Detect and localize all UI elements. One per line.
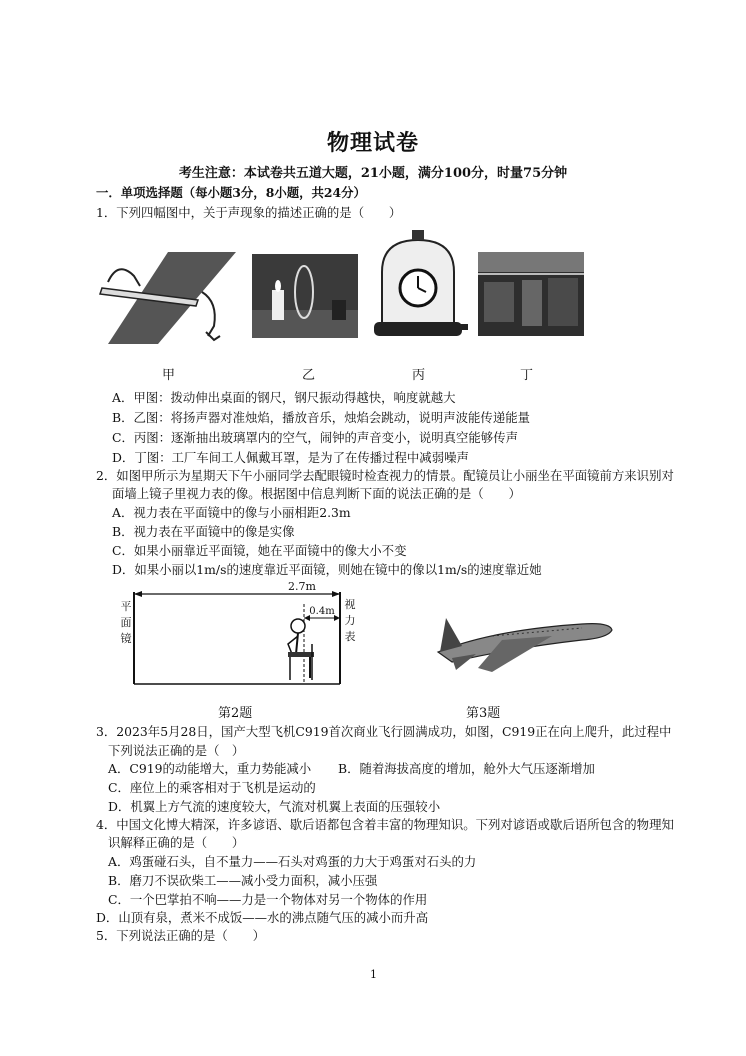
fig-label-ding: 丁 [520, 368, 534, 383]
q3-option-a: A．C919的动能增大，重力势能减小 [108, 761, 312, 776]
exam-notice: 考生注意：本试卷共五道大题，21小题，满分100分，时量75分钟 [178, 166, 568, 181]
q4-option-a: A．鸡蛋碰石头，自不量力——石头对鸡蛋的力大于鸡蛋对石头的力 [108, 854, 477, 869]
mirror-label-2: 面 [120, 616, 132, 629]
fig-ding-factory-image [478, 252, 584, 336]
chart-label-3: 表 [344, 630, 356, 643]
q4-stem-line2: 识解释正确的是（ ） [108, 835, 245, 850]
q4-option-b: B．磨刀不误砍柴工——减小受力面积，减小压强 [108, 873, 378, 888]
fig-label-jia: 甲 [162, 368, 176, 383]
mirror-label-1: 平 [120, 600, 132, 613]
fig-label-yi: 乙 [302, 368, 316, 383]
q3-stem-line1: 3．2023年5月28日，国产大型飞机C919首次商业飞行圆满成功，如图，C919正在向上爬升，此过程中 [96, 724, 672, 739]
q5-stem: 5．下列说法正确的是（ ） [96, 928, 265, 943]
q3-stem-line2: 下列说法正确的是（ ） [108, 743, 245, 758]
q1-option-b: B．乙图：将扬声器对准烛焰，播放音乐，烛焰会跳动，说明声波能传递能量 [112, 410, 530, 425]
fig-label-bing: 丙 [412, 368, 426, 383]
page-number: 1 [370, 968, 377, 981]
section-heading: 一．单项选择题（每小题3分，8小题，共24分） [96, 185, 366, 200]
fig2-caption: 第2题 [218, 706, 253, 721]
q3-option-c: C．座位上的乘客相对于飞机是运动的 [108, 780, 316, 795]
fig-bing-belljar-image [368, 226, 468, 344]
page-title: 物理试卷 [326, 130, 419, 156]
q4-option-c: C．一个巴掌拍不响——力是一个物体对另一个物体的作用 [108, 892, 428, 907]
q3-option-d: D．机翼上方气流的速度较大，气流对机翼上表面的压强较小 [108, 799, 441, 814]
q1-option-c: C．丙图：逐渐抽出玻璃罩内的空气，闹钟的声音变小，说明真空能够传声 [112, 430, 518, 445]
chart-label-1: 视 [344, 598, 356, 611]
q2-stem-line1: 2．如图甲所示为星期天下午小丽同学去配眼镜时检查视力的情景。配镜员让小丽坐在平面镜前方来识别对 [96, 468, 674, 483]
distance-label-total: 2.7m [288, 580, 316, 593]
mirror-label-3: 镜 [120, 632, 132, 645]
chart-label-2: 力 [344, 614, 356, 627]
q4-option-d: D．山顶有泉，煮米不成饭——水的沸点随气压的减小而升高 [96, 910, 429, 925]
q3-airplane-image [432, 600, 616, 682]
q2-diagram [114, 578, 364, 690]
q1-stem: 1．下列四幅图中，关于声现象的描述正确的是（ ） [96, 205, 402, 220]
fig-jia-ruler-image [98, 252, 236, 344]
q2-option-d: D．如果小丽以1m/s的速度靠近平面镜，则她在镜中的像以1m/s的速度靠近她 [112, 562, 542, 577]
q2-option-a: A．视力表在平面镜中的像与小丽相距2.3m [112, 505, 351, 520]
fig3-caption: 第3题 [466, 706, 501, 721]
q3-option-b: B．随着海拔高度的增加，舱外大气压逐渐增加 [338, 761, 595, 776]
q4-stem-line1: 4．中国文化博大精深，许多谚语、歇后语都包含着丰富的物理知识。下列对谚语或歇后语所包含的物理知 [96, 817, 674, 832]
fig-yi-speaker-image [252, 254, 358, 338]
q1-option-d: D．丁图：工厂车间工人佩戴耳罩，是为了在传播过程中减弱噪声 [112, 450, 469, 465]
distance-label-small: 0.4m [309, 606, 335, 617]
q2-stem-line2: 面墙上镜子里视力表的像。根据图中信息判断下面的说法正确的是（ ） [112, 486, 521, 501]
q1-option-a: A．甲图：拨动伸出桌面的钢尺，钢尺振动得越快，响度就越大 [112, 390, 456, 405]
q2-option-b: B．视力表在平面镜中的像是实像 [112, 524, 295, 539]
q2-option-c: C．如果小丽靠近平面镜，她在平面镜中的像大小不变 [112, 543, 407, 558]
